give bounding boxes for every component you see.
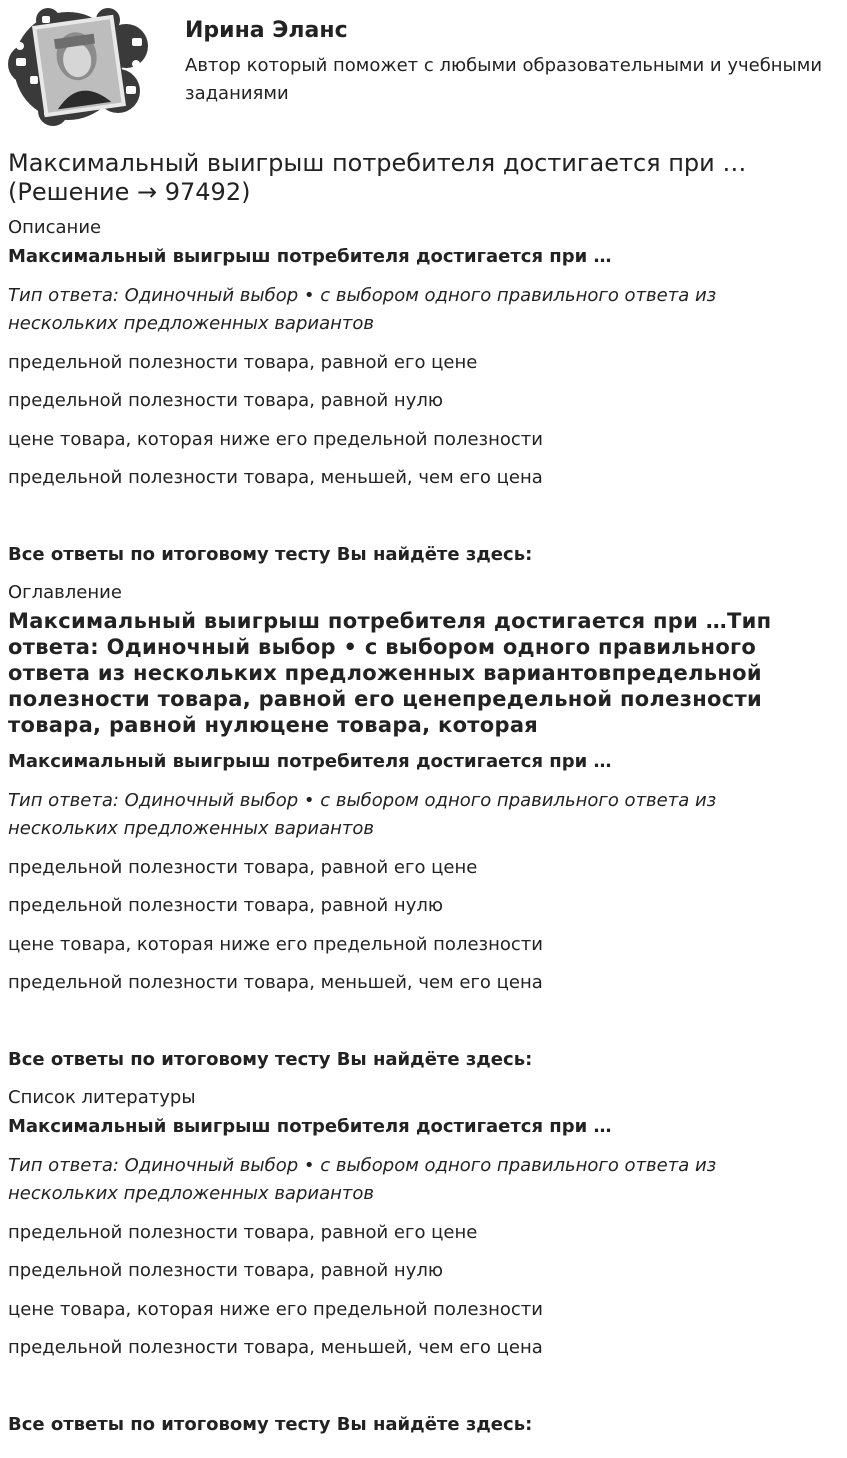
toc-heading: Максимальный выигрыш потребителя достигается при …Тип ответа: Одиночный выбор • с выбором одного правильного ответа из нескольких предложенных вариантовпредельной полезности товара, равной его ценепредельной полезности товара, равной нулюцене товара, которая xyxy=(8,609,772,737)
author-avatar[interactable] xyxy=(8,6,150,126)
answer-option: предельной полезности товара, меньшей, чем его цена xyxy=(8,972,543,993)
section-label-toc: Оглавление xyxy=(8,582,122,603)
answer-type: Тип ответа: Одиночный выбор • с выбором одного правильного ответа из нескольких предложенных вариантов xyxy=(8,790,717,839)
author-name[interactable]: Ирина Эланс xyxy=(185,18,348,43)
answer-type: Тип ответа: Одиночный выбор • с выбором одного правильного ответа из нескольких предложенных вариантов xyxy=(8,285,717,334)
section-label-description: Описание xyxy=(8,217,102,238)
answer-option: предельной полезности товара, меньшей, чем его цена xyxy=(8,467,543,488)
question-title: Максимальный выигрыш потребителя достигается при … xyxy=(8,751,612,772)
author-description: Автор который поможет с любыми образовательными и учебными заданиями xyxy=(185,55,823,104)
answer-option: цене товара, которая ниже его предельной полезности xyxy=(8,934,543,955)
toc-section xyxy=(8,582,838,1070)
question-title: Максимальный выигрыш потребителя достигается при … xyxy=(8,246,612,267)
question-title: Максимальный выигрыш потребителя достигается при … xyxy=(8,1116,612,1137)
section-label-literature: Список литературы xyxy=(8,1087,196,1108)
all-answers-link[interactable]: Все ответы по итоговому тесту Вы найдёте здесь: xyxy=(8,1049,533,1070)
page-title: Максимальный выигрыш потребителя достигается при … (Решение → 97492) xyxy=(8,149,747,206)
answer-option: предельной полезности товара, равной его цене xyxy=(8,352,478,373)
author-header xyxy=(8,6,838,128)
answer-option: предельной полезности товара, меньшей, чем его цена xyxy=(8,1337,543,1358)
answer-option: предельной полезности товара, равной его цене xyxy=(8,857,478,878)
answer-option: предельной полезности товара, равной нулю xyxy=(8,895,443,916)
all-answers-link[interactable]: Все ответы по итоговому тесту Вы найдёте здесь: xyxy=(8,1414,533,1435)
all-answers-link[interactable]: Все ответы по итоговому тесту Вы найдёте здесь: xyxy=(8,544,533,565)
answer-option: предельной полезности товара, равной нулю xyxy=(8,390,443,411)
description-section xyxy=(8,217,838,565)
answer-type: Тип ответа: Одиночный выбор • с выбором одного правильного ответа из нескольких предложенных вариантов xyxy=(8,1155,717,1204)
literature-section xyxy=(8,1087,838,1437)
answer-option: предельной полезности товара, равной нулю xyxy=(8,1260,443,1281)
answer-option: цене товара, которая ниже его предельной полезности xyxy=(8,1299,543,1320)
answer-option: цене товара, которая ниже его предельной полезности xyxy=(8,429,543,450)
answer-option: предельной полезности товара, равной его цене xyxy=(8,1222,478,1243)
